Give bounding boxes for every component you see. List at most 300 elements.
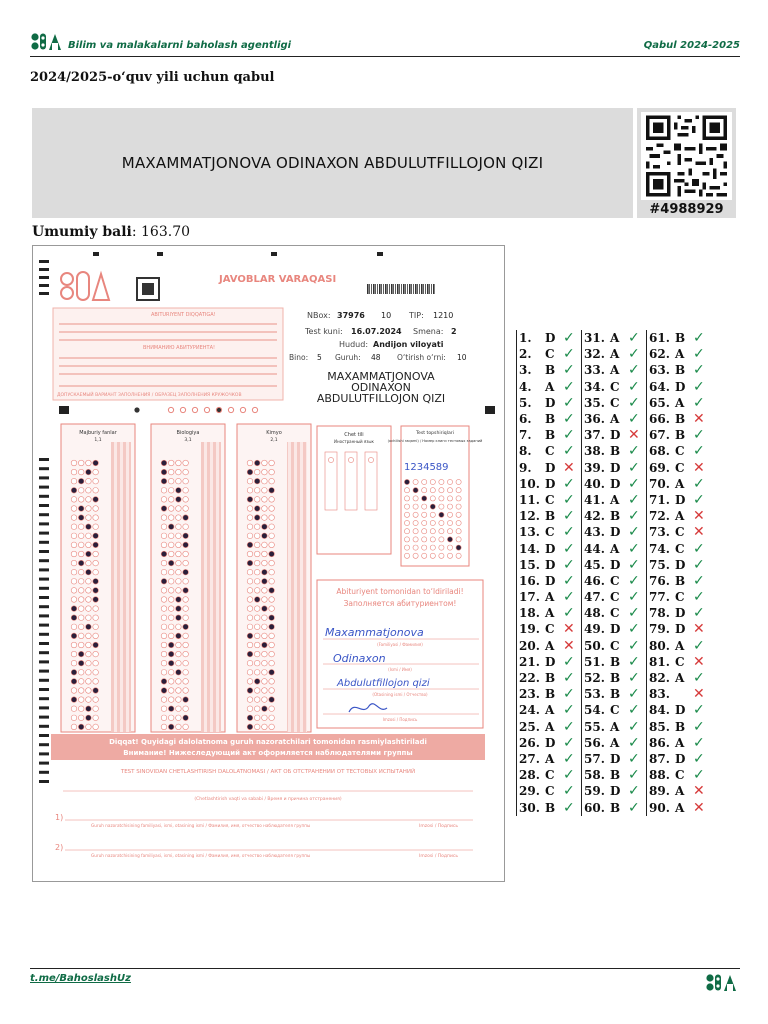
answer-row: [584, 346, 642, 362]
answer-row: [649, 411, 707, 427]
answer-row: [649, 654, 707, 670]
svg-text:Imzosi / Подпись: Imzosi / Подпись: [382, 717, 418, 722]
question-number: 21.: [519, 654, 540, 669]
page-header: [30, 30, 740, 57]
answer-row: [649, 379, 707, 395]
question-number: 5.: [519, 395, 532, 410]
marking-examples: [134, 407, 257, 412]
question-number: 55.: [584, 719, 605, 734]
answer-row: [584, 492, 642, 508]
svg-text:Внимание! Нижеследующий акт оф: Внимание! Нижеследующий акт оформляется наблюдателями группы: [123, 749, 413, 757]
svg-text:5: 5: [317, 353, 322, 362]
question-number: 71.: [649, 492, 670, 507]
chosen-answer: A: [610, 412, 620, 427]
chosen-answer: A: [610, 331, 620, 346]
answer-row: [584, 411, 642, 427]
answer-row: [584, 767, 642, 783]
answer-row: [649, 670, 707, 686]
question-number: 9.: [519, 460, 532, 475]
svg-text:(Ismi / Имя): (Ismi / Имя): [388, 667, 412, 672]
check-icon: ✓: [563, 394, 575, 411]
chosen-answer: A: [675, 476, 685, 491]
check-icon: ✓: [628, 362, 640, 379]
chosen-answer: C: [675, 590, 685, 605]
chosen-answer: A: [545, 751, 555, 766]
chosen-answer: D: [610, 476, 621, 491]
question-number: 24.: [519, 703, 540, 718]
check-icon: ✓: [628, 508, 640, 525]
bubble-grid: [61, 424, 377, 732]
answer-row: [649, 735, 707, 751]
answer-row: [649, 540, 707, 556]
chosen-answer: B: [545, 800, 556, 815]
check-icon: ✓: [563, 330, 575, 347]
check-icon: ✓: [563, 540, 575, 557]
answer-row: [649, 524, 707, 540]
check-icon: ✓: [563, 411, 575, 428]
check-icon: ✓: [693, 605, 705, 622]
chosen-answer: D: [675, 492, 686, 507]
check-icon: ✓: [563, 556, 575, 573]
chosen-answer: A: [675, 509, 685, 524]
question-number: 89.: [649, 784, 670, 799]
question-number: 58.: [584, 768, 605, 783]
test-date: 16.07.2024: [351, 327, 402, 336]
question-number: 29.: [519, 784, 540, 799]
question-number: 74.: [649, 541, 670, 556]
question-number: 28.: [519, 768, 540, 783]
question-number: 25.: [519, 719, 540, 734]
handwritten-patronymic: Abdulutfillojon qizi: [337, 678, 430, 689]
check-icon: ✓: [628, 540, 640, 557]
answer-row: [649, 751, 707, 767]
answer-row: [519, 670, 577, 686]
check-icon: ✓: [563, 686, 575, 703]
check-icon: ✓: [563, 605, 575, 622]
chosen-answer: D: [545, 460, 556, 475]
chosen-answer: D: [545, 476, 556, 491]
question-number: 7.: [519, 428, 532, 443]
answer-row: [584, 751, 642, 767]
chosen-answer: D: [610, 460, 621, 475]
check-icon: ✓: [628, 394, 640, 411]
question-number: 33.: [584, 363, 605, 378]
svg-text:1,1: 1,1: [94, 438, 102, 443]
question-number: 54.: [584, 703, 605, 718]
check-icon: ✓: [628, 686, 640, 703]
answer-row: [649, 427, 707, 443]
question-number: 48.: [584, 606, 605, 621]
question-number: 2.: [519, 347, 532, 362]
chosen-answer: D: [545, 541, 556, 556]
svg-text:Иностранный язык: Иностранный язык: [334, 439, 374, 444]
chosen-answer: A: [675, 784, 685, 799]
answer-row: [584, 427, 642, 443]
marking-hint: ДОПУСКАЕМЫЙ ВАРИАНТ ЗАПОЛНЕНИЯ / ОБРАЗЕЦ ЗАПОЛНЕНИЯ КРУЖОЧКОВ: [57, 393, 242, 398]
sheet-name-line-2: ODINAXON: [351, 381, 411, 394]
cross-icon: ✕: [563, 621, 575, 638]
svg-text:O‘tirish o‘rni:: O‘tirish o‘rni:: [397, 353, 446, 362]
question-number: 83.: [649, 687, 670, 702]
answer-row: [584, 508, 642, 524]
handwritten-name: Odinaxon: [333, 652, 386, 665]
question-number: 61.: [649, 331, 670, 346]
total-score: Umumiy bali: 163.70: [32, 224, 191, 240]
answer-row: [584, 443, 642, 459]
answer-row: [649, 799, 707, 815]
chosen-answer: C: [675, 525, 685, 540]
question-number: 39.: [584, 460, 605, 475]
check-icon: ✓: [628, 718, 640, 735]
cross-icon: ✕: [693, 653, 705, 670]
check-icon: ✓: [563, 702, 575, 719]
answer-row: [649, 330, 707, 346]
check-icon: ✓: [693, 556, 705, 573]
question-number: 27.: [519, 751, 540, 766]
question-number: 41.: [584, 492, 605, 507]
chosen-answer: D: [675, 557, 686, 572]
svg-text:10: 10: [457, 353, 467, 362]
check-icon: ✓: [563, 783, 575, 800]
check-icon: ✓: [693, 718, 705, 735]
question-number: 85.: [649, 719, 670, 734]
answer-row: [649, 362, 707, 378]
answer-sheet-drawing: [33, 246, 504, 881]
candidate-id: #4988929: [649, 202, 724, 217]
agency-name: Bilim va malakalarni baholash agentligi: [68, 40, 292, 51]
answer-row: [584, 702, 642, 718]
svg-text:Hudud:: Hudud:: [339, 340, 369, 349]
chosen-answer: C: [610, 573, 620, 588]
svg-text:NBox:: NBox:: [307, 311, 331, 320]
answer-row: [649, 638, 707, 654]
check-icon: ✓: [628, 670, 640, 687]
cross-icon: ✕: [693, 621, 705, 638]
check-icon: ✓: [563, 346, 575, 363]
chosen-answer: A: [610, 735, 620, 750]
answer-row: [584, 330, 642, 346]
chosen-answer: B: [675, 428, 686, 443]
cross-icon: ✕: [563, 459, 575, 476]
question-number: 60.: [584, 800, 605, 815]
chosen-answer: D: [675, 606, 686, 621]
svg-text:Smena:: Smena:: [413, 327, 444, 336]
check-icon: ✓: [693, 346, 705, 363]
answer-row: [649, 767, 707, 783]
answer-row: [584, 362, 642, 378]
check-icon: ✓: [693, 491, 705, 508]
svg-text:(Familiyasi / Фамилия): (Familiyasi / Фамилия): [377, 642, 423, 647]
chosen-answer: B: [610, 671, 621, 686]
answer-key-list: [516, 330, 711, 816]
check-icon: ✓: [563, 491, 575, 508]
question-number: 42.: [584, 509, 605, 524]
page-footer: [30, 968, 740, 984]
chosen-answer: B: [675, 573, 686, 588]
answer-row: [519, 654, 577, 670]
cross-icon: ✕: [693, 783, 705, 800]
question-number: 84.: [649, 703, 670, 718]
check-icon: ✓: [628, 330, 640, 347]
question-number: 66.: [649, 412, 670, 427]
question-number: 81.: [649, 654, 670, 669]
answer-row: [584, 524, 642, 540]
chosen-answer: D: [610, 525, 621, 540]
candidate-fill-title: Abituriyent tomonidan to‘ldiriladi!: [336, 587, 464, 596]
sheet-name-line-1: MAXAMMATJONOVA: [327, 370, 435, 383]
answer-row: [519, 751, 577, 767]
answer-row: [519, 799, 577, 815]
check-icon: ✓: [693, 767, 705, 784]
answer-row: [649, 557, 707, 573]
answer-row: [519, 605, 577, 621]
svg-text:(ochilishi raqami) / Номер кни: (ochilishi raqami) / Номер книги тестовых заданий: [387, 439, 483, 443]
question-number: 36.: [584, 412, 605, 427]
check-icon: ✓: [628, 605, 640, 622]
check-icon: ✓: [693, 362, 705, 379]
chosen-answer: A: [610, 541, 620, 556]
answer-row: [649, 492, 707, 508]
check-icon: ✓: [628, 750, 640, 767]
answer-row: [519, 719, 577, 735]
question-number: 37.: [584, 428, 605, 443]
answer-row: [649, 508, 707, 524]
nbox-value: 37976: [337, 311, 365, 320]
chosen-answer: D: [610, 622, 621, 637]
check-icon: ✓: [563, 589, 575, 606]
question-number: 57.: [584, 751, 605, 766]
chosen-answer: A: [675, 347, 685, 362]
question-number: 6.: [519, 412, 532, 427]
question-number: 87.: [649, 751, 670, 766]
question-number: 8.: [519, 444, 532, 459]
question-number: 46.: [584, 573, 605, 588]
answer-row: [649, 476, 707, 492]
check-icon: ✓: [628, 346, 640, 363]
chosen-answer: B: [610, 444, 621, 459]
question-number: 14.: [519, 541, 540, 556]
chosen-answer: D: [545, 331, 556, 346]
question-number: 38.: [584, 444, 605, 459]
svg-text:Biologiya: Biologiya: [176, 430, 200, 436]
question-number: 43.: [584, 525, 605, 540]
svg-text:2): 2): [55, 843, 64, 852]
sheet-logo-icon: [61, 272, 109, 300]
answer-row: [519, 411, 577, 427]
total-score-label: Umumiy bali: [32, 224, 132, 240]
question-number: 77.: [649, 590, 670, 605]
chosen-answer: D: [675, 751, 686, 766]
footer-logo-icon: [704, 973, 740, 993]
chosen-answer: D: [545, 573, 556, 588]
chosen-answer: C: [545, 768, 555, 783]
answer-row: [584, 395, 642, 411]
answer-row: [519, 346, 577, 362]
question-number: 80.: [649, 638, 670, 653]
question-number: 76.: [649, 573, 670, 588]
question-number: 67.: [649, 428, 670, 443]
question-number: 20.: [519, 638, 540, 653]
check-icon: ✓: [628, 411, 640, 428]
instructions-title-ru: ВНИМАНИЮ АБИТУРИЕНТА!: [143, 345, 215, 351]
check-icon: ✓: [628, 475, 640, 492]
svg-text:Guruh:: Guruh:: [335, 353, 361, 362]
answer-row: [584, 379, 642, 395]
question-number: 17.: [519, 590, 540, 605]
chosen-answer: A: [545, 719, 555, 734]
chosen-answer: C: [610, 379, 620, 394]
question-number: 22.: [519, 671, 540, 686]
answer-row: [519, 427, 577, 443]
candidate-name-box: [32, 108, 633, 218]
svg-text:Imzosi / Подпись: Imzosi / Подпись: [419, 824, 459, 829]
answer-row: [519, 476, 577, 492]
svg-text:3,1: 3,1: [184, 438, 192, 443]
check-icon: ✓: [563, 670, 575, 687]
check-icon: ✓: [563, 508, 575, 525]
handwritten-surname: Maxammatjonova: [325, 626, 424, 639]
answer-row: [649, 443, 707, 459]
chosen-answer: C: [610, 638, 620, 653]
check-icon: ✓: [628, 637, 640, 654]
signature-icon: [349, 704, 387, 712]
svg-text:48: 48: [371, 353, 381, 362]
check-icon: ✓: [693, 734, 705, 751]
svg-text:Guruh nazoratchisining familiy: Guruh nazoratchisining familiyasi, ismi, otasining ismi / Фамилия, имя, отчество наблюдателя группы: [91, 823, 311, 828]
chosen-answer: C: [610, 703, 620, 718]
chosen-answer: D: [610, 557, 621, 572]
chosen-answer: C: [675, 460, 685, 475]
svg-text:TIP:: TIP:: [409, 311, 424, 320]
region-value: Andijon viloyati: [373, 340, 444, 349]
answer-row: [649, 621, 707, 637]
chosen-answer: B: [610, 687, 621, 702]
chosen-answer: B: [675, 363, 686, 378]
agency-logo-icon: [30, 32, 64, 52]
answer-row: [519, 638, 577, 654]
question-number: 32.: [584, 347, 605, 362]
check-icon: ✓: [563, 443, 575, 460]
check-icon: ✓: [693, 702, 705, 719]
cross-icon: ✕: [693, 459, 705, 476]
question-number: 3.: [519, 363, 532, 378]
chosen-answer: C: [545, 525, 555, 540]
answer-row: [584, 735, 642, 751]
answer-row: [519, 767, 577, 783]
question-number: 69.: [649, 460, 670, 475]
question-number: 19.: [519, 622, 540, 637]
telegram-link[interactable]: t.me/BahoslashUz: [30, 973, 131, 984]
chosen-answer: B: [545, 363, 556, 378]
chosen-answer: C: [610, 395, 620, 410]
question-number: 90.: [649, 800, 670, 815]
question-number: 72.: [649, 509, 670, 524]
check-icon: ✓: [628, 702, 640, 719]
svg-text:Заполняется абитуриентом!: Заполняется абитуриентом!: [343, 599, 457, 608]
question-number: 11.: [519, 492, 540, 507]
check-icon: ✓: [693, 330, 705, 347]
answer-column: [646, 330, 707, 816]
question-number: 16.: [519, 573, 540, 588]
answer-row: [649, 783, 707, 799]
answer-row: [519, 395, 577, 411]
check-icon: ✓: [563, 653, 575, 670]
check-icon: ✓: [563, 750, 575, 767]
check-icon: ✓: [693, 572, 705, 589]
question-number: 88.: [649, 768, 670, 783]
check-icon: ✓: [563, 362, 575, 379]
chosen-answer: D: [545, 395, 556, 410]
answer-row: [519, 362, 577, 378]
chosen-answer: C: [545, 622, 555, 637]
chosen-answer: C: [545, 492, 555, 507]
chosen-answer: D: [545, 557, 556, 572]
chosen-answer: D: [610, 428, 621, 443]
question-number: 75.: [649, 557, 670, 572]
question-number: 4.: [519, 379, 532, 394]
answer-row: [584, 557, 642, 573]
check-icon: ✓: [628, 799, 640, 816]
chosen-answer: D: [545, 735, 556, 750]
svg-text:10: 10: [381, 311, 392, 320]
check-icon: ✓: [693, 378, 705, 395]
check-icon: ✓: [693, 475, 705, 492]
book-number-handwritten: 1234589: [404, 462, 449, 473]
check-icon: ✓: [693, 443, 705, 460]
cross-icon: ✕: [693, 411, 705, 428]
question-number: 70.: [649, 476, 670, 491]
chosen-answer: C: [610, 606, 620, 621]
svg-text:2: 2: [451, 327, 457, 336]
chosen-answer: A: [675, 735, 685, 750]
answer-sheet-scan: [32, 245, 505, 882]
cross-icon: ✕: [693, 686, 705, 703]
answer-row: [519, 524, 577, 540]
check-icon: ✓: [628, 491, 640, 508]
question-number: 15.: [519, 557, 540, 572]
cross-icon: ✕: [563, 637, 575, 654]
answer-row: [584, 638, 642, 654]
question-number: 62.: [649, 347, 670, 362]
check-icon: ✓: [628, 524, 640, 541]
question-number: 78.: [649, 606, 670, 621]
chosen-answer: C: [545, 784, 555, 799]
chosen-answer: A: [545, 590, 555, 605]
chosen-answer: B: [545, 509, 556, 524]
chosen-answer: A: [610, 719, 620, 734]
chosen-answer: A: [610, 347, 620, 362]
check-icon: ✓: [563, 734, 575, 751]
answer-row: [649, 460, 707, 476]
act-title: TEST SINOVIDAN CHETLASHTIRISH DALOLATNOMASI / АКТ ОБ ОТСТРАНЕНИИ ОТ ТЕСТОВЫХ ИСПЫТАНИЙ: [120, 769, 416, 775]
sheet-name-line-3: ABDULUTFILLOJON QIZI: [316, 392, 446, 405]
question-number: 31.: [584, 331, 605, 346]
answer-row: [649, 686, 707, 702]
svg-text:Test kuni:: Test kuni:: [305, 327, 343, 336]
check-icon: ✓: [563, 378, 575, 395]
chosen-answer: B: [610, 654, 621, 669]
check-icon: ✓: [628, 589, 640, 606]
instructions-title: ABITURIYENT DIQQATIGA!: [151, 312, 216, 318]
question-number: 73.: [649, 525, 670, 540]
chosen-answer: C: [675, 541, 685, 556]
answer-row: [584, 573, 642, 589]
chosen-answer: C: [675, 768, 685, 783]
chosen-answer: D: [675, 703, 686, 718]
answer-row: [584, 621, 642, 637]
check-icon: ✓: [693, 670, 705, 687]
answer-row: [519, 686, 577, 702]
